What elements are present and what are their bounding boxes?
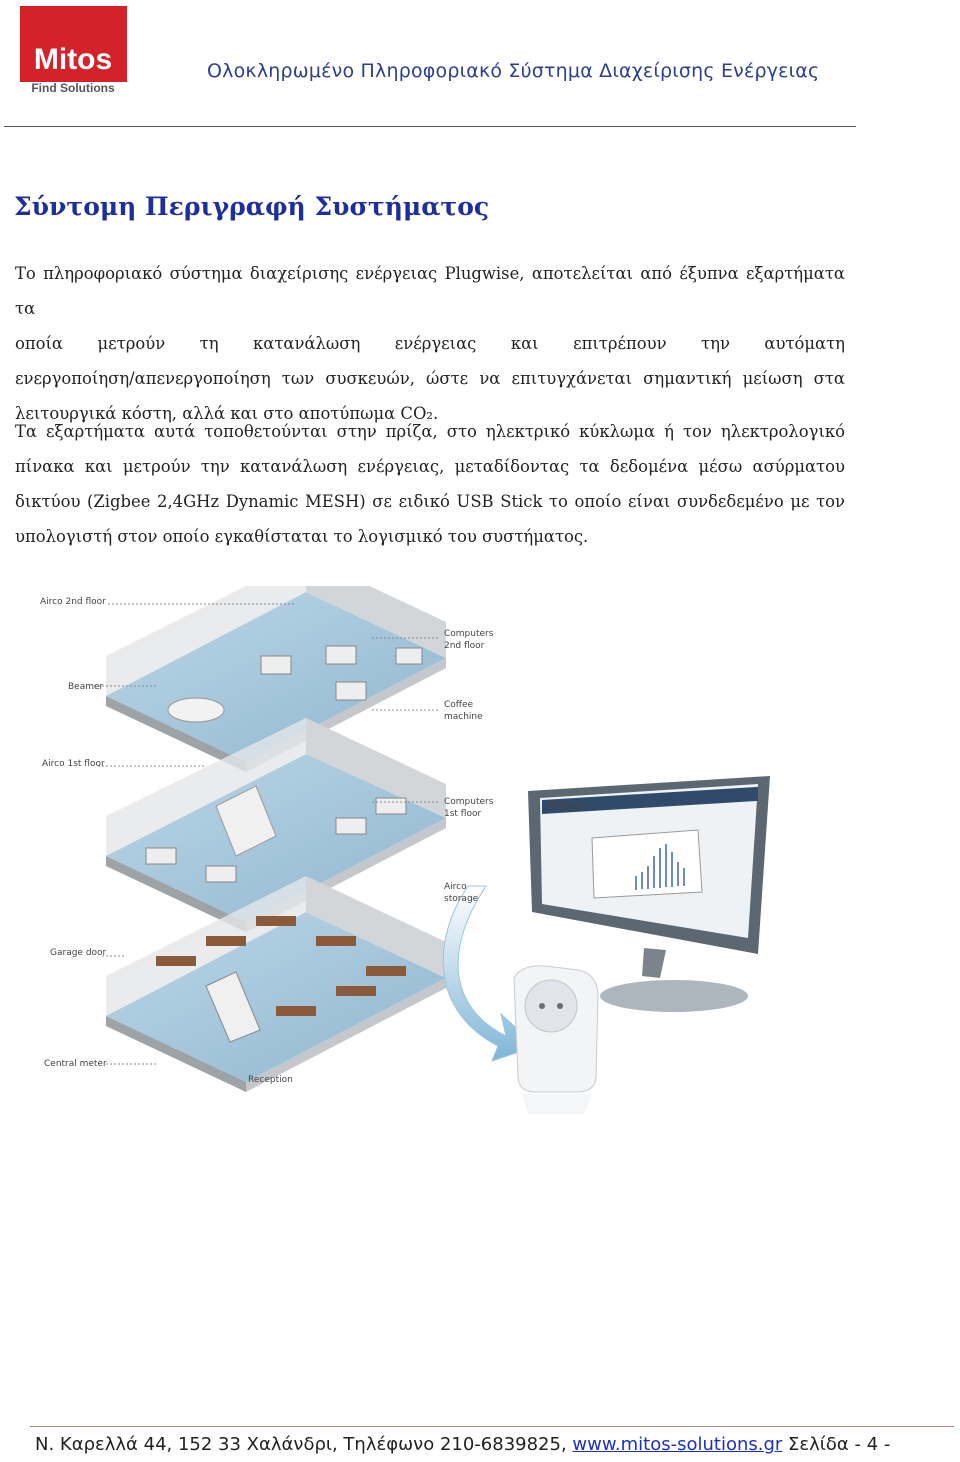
footer-website-link[interactable]: www.mitos-solutions.gr	[572, 1434, 783, 1455]
footer	[35, 1434, 890, 1455]
paragraph-1	[15, 256, 845, 431]
mitos-logo	[20, 6, 127, 94]
label-airco-2nd-floor: Airco 2nd floor	[40, 597, 106, 607]
label-airco-1st-floor: Airco 1st floor	[42, 759, 105, 769]
label-airco-storage-line2: storage	[444, 894, 479, 904]
plug-illustration	[514, 966, 598, 1114]
label-coffee-machine: Coffee	[444, 700, 474, 710]
paragraph-1-line: ενεργοποίηση/απενεργοποίηση των συσκευών, ώστε να επιτυγχάνεται σημαντική μείωση στα	[15, 369, 845, 388]
paragraph-1-line: λειτουργικά κόστη, αλλά και στο αποτύπωμα CO₂.	[15, 404, 439, 423]
svg-text:Plugwise: Plugwise	[548, 801, 588, 811]
svg-text:Find Solutions: Find Solutions	[31, 81, 115, 94]
label-garage-door: Garage door	[50, 948, 107, 958]
label-reception: Reception	[248, 1075, 293, 1085]
header-title: Ολοκληρωμένο Πληροφοριακό Σύστημα Διαχείρισης Ενέργειας	[207, 60, 820, 82]
plugwise-system-diagram	[36, 586, 776, 1120]
paragraph-1-line: Το πληροφοριακό σύστημα διαχείρισης ενέργειας Plugwise, αποτελείται από έξυπνα εξαρτήματα τα	[15, 264, 845, 318]
label-central-meter: Central meter	[44, 1059, 107, 1069]
label-airco-storage: Airco	[444, 882, 467, 892]
svg-text:Mitos: Mitos	[33, 43, 113, 76]
label-computers-2nd-floor-line2: 2nd floor	[444, 641, 485, 651]
paragraph-2-line: πίνακα και μετρούν την κατανάλωση ενέργειας, μεταδίδοντας τα δεδομένα μέσω ασύρματου	[15, 457, 845, 476]
label-computers-2nd-floor: Computers	[444, 629, 494, 639]
paragraph-1-line: οποία μετρούν τη κατανάλωση ενέργειας και επιτρέπουν την αυτόματη	[15, 334, 845, 353]
footer-address: Ν. Καρελλά 44, 152 33 Χαλάνδρι, Τηλέφωνο 210-6839825,	[35, 1434, 573, 1455]
label-coffee-machine-line2: machine	[444, 712, 483, 722]
header-divider	[4, 126, 856, 127]
label-computers-1st-floor: Computers	[444, 797, 494, 807]
label-beamer: Beamer	[68, 682, 104, 692]
paragraph-2	[15, 414, 845, 554]
footer-divider	[30, 1426, 954, 1427]
ground-floor-illustration	[106, 876, 446, 1092]
paragraph-2-line: υπολογιστή στον οποίο εγκαθίσταται το λογισμικό του συστήματος.	[15, 527, 589, 546]
section-title: Σύντομη Περιγραφή Συστήματος	[14, 192, 490, 221]
paragraph-2-line: Τα εξαρτήματα αυτά τοποθετούνται στην πρίζα, στο ηλεκτρικό κύκλωμα ή τον ηλεκτρολογικό	[15, 422, 845, 441]
label-computers-1st-floor-line2: 1st floor	[444, 809, 482, 819]
footer-page-number: Σελίδα - 4 -	[782, 1434, 891, 1455]
paragraph-2-line: δικτύου (Zigbee 2,4GHz Dynamic MESH) σε ειδικό USB Stick το οποίο είναι συνδεδεμένο με τον	[15, 492, 845, 511]
